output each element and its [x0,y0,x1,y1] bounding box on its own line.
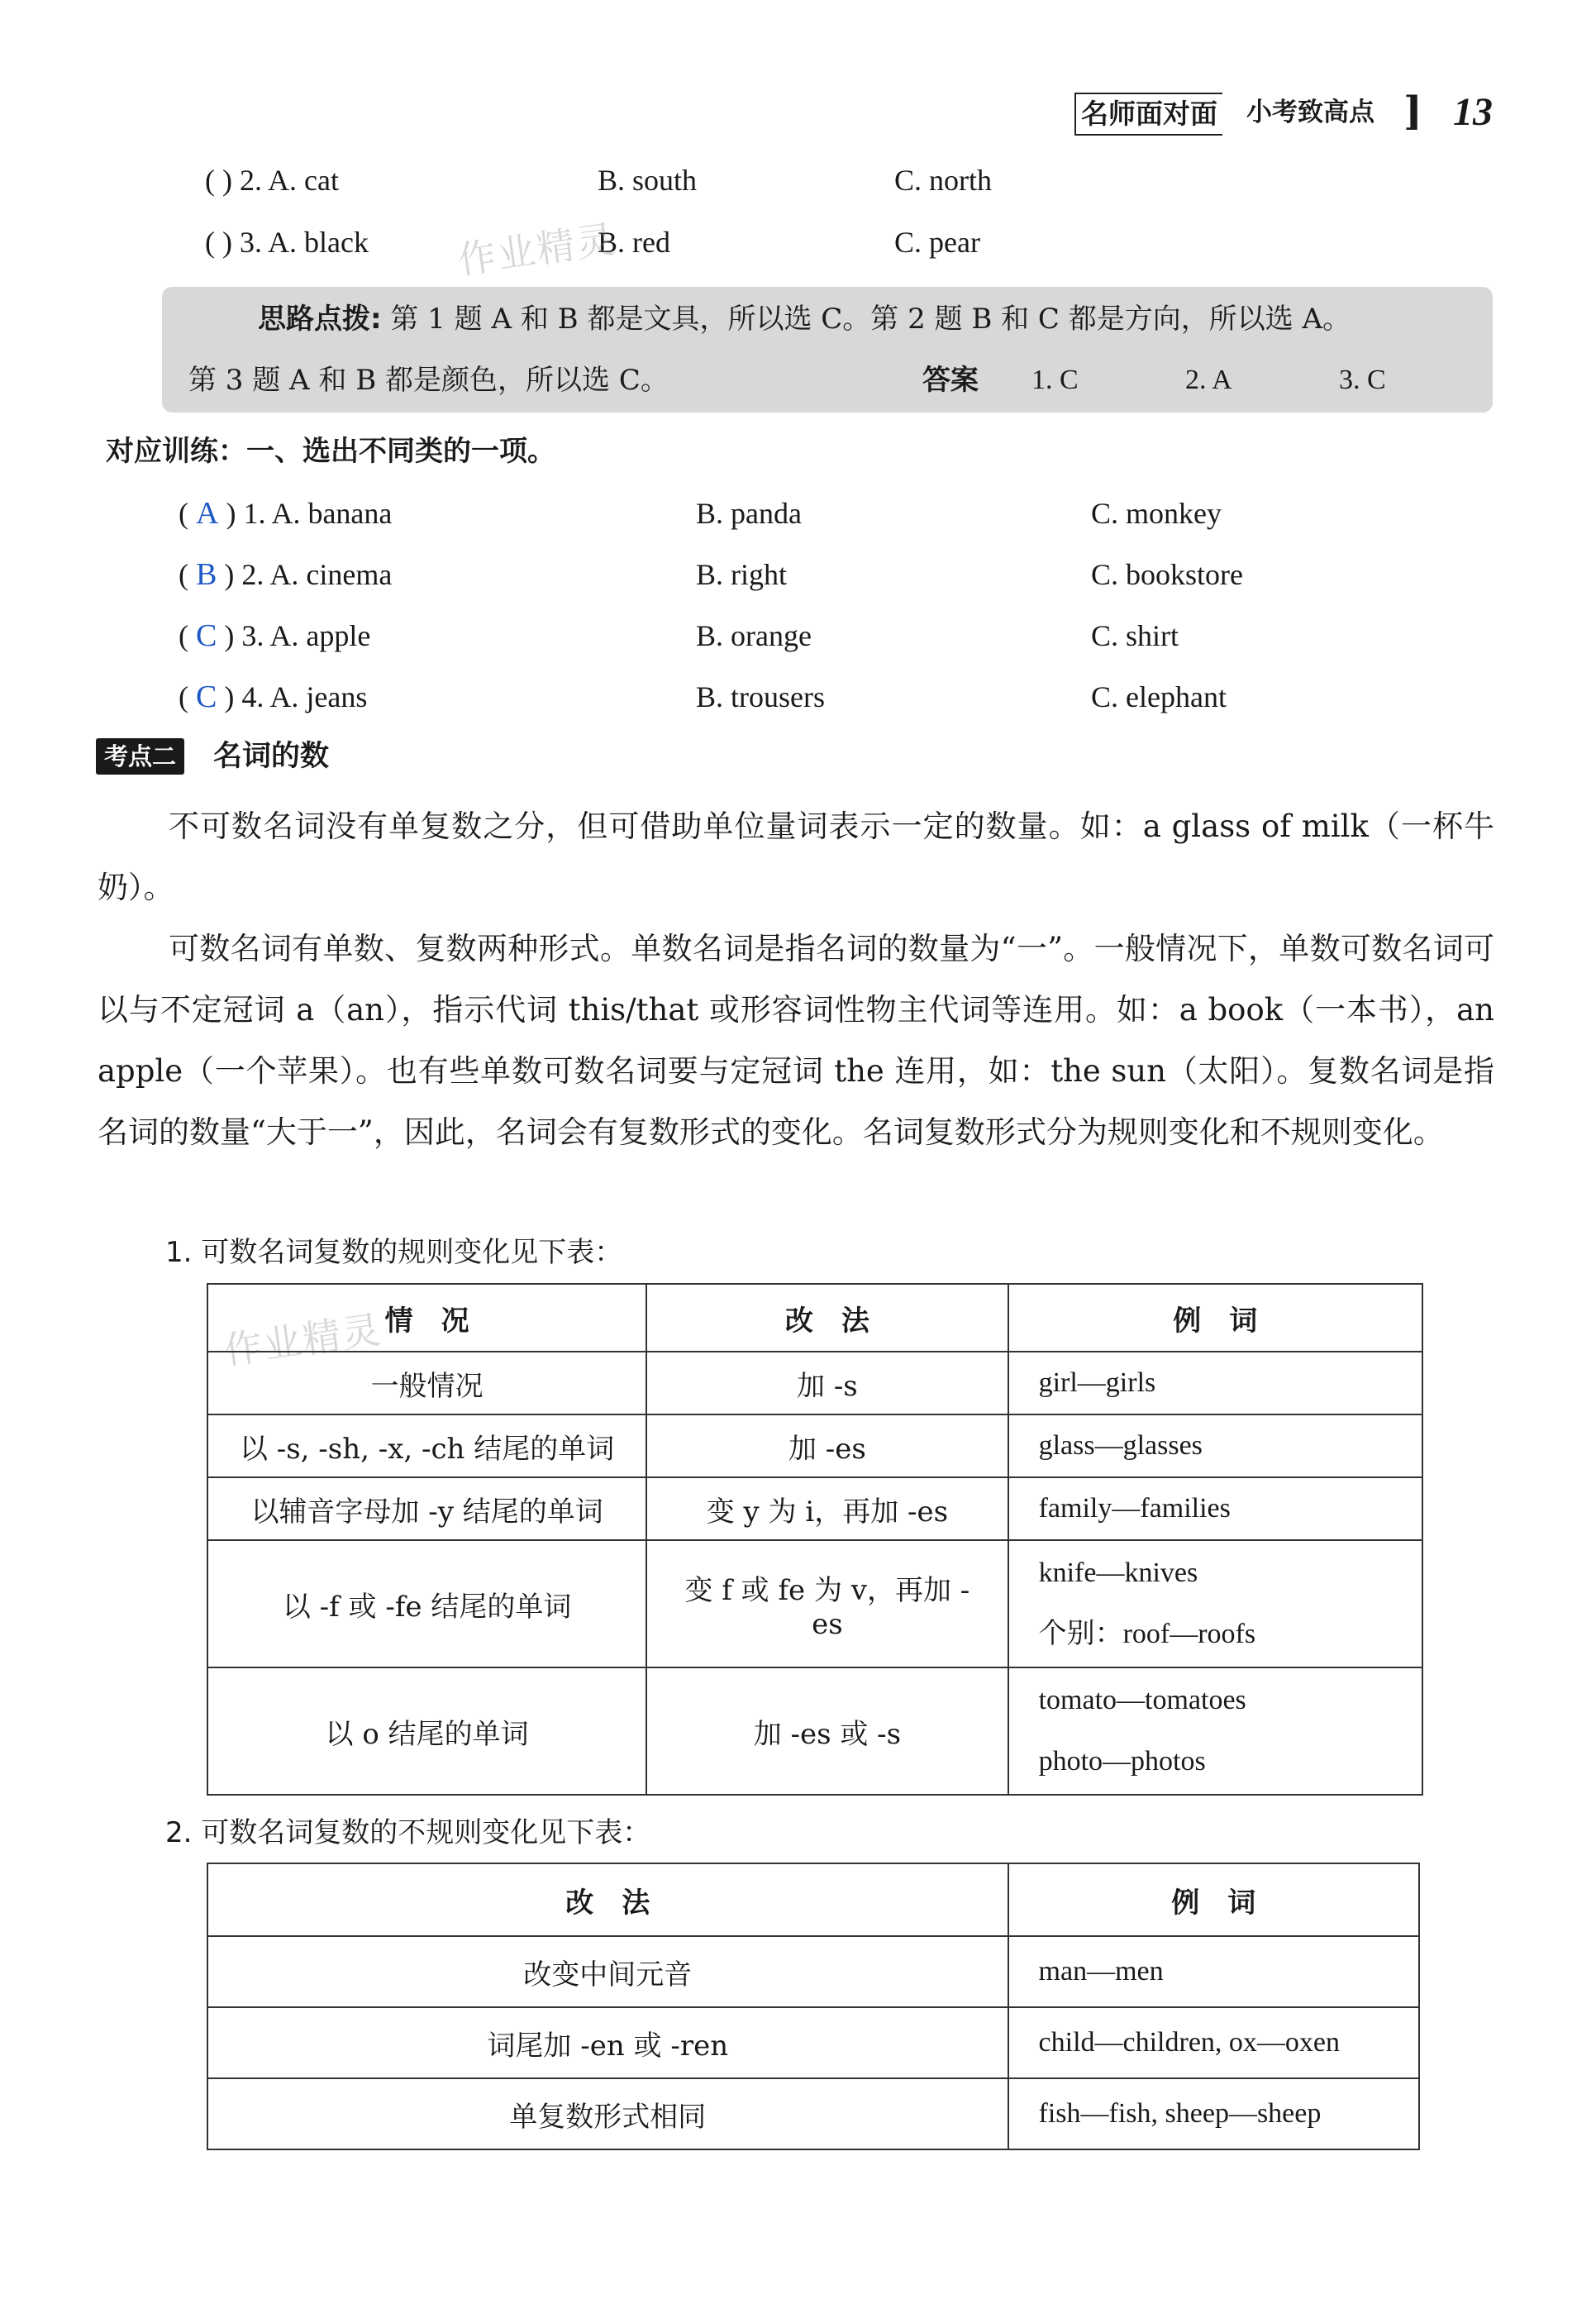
option-b: B. orange [696,619,812,652]
option-b: B. south [598,164,698,197]
case-cell: 一般情况 [207,1352,646,1414]
table-row [207,2007,1419,2078]
option-a: ) 3. A. apple [224,619,371,652]
watermark: 作业精灵 [455,216,619,284]
table-row [207,2078,1419,2149]
brand-logo: 名师面对面 [1074,93,1222,136]
table-row [207,1414,1422,1477]
example-cell: child—children, ox—oxen [1008,2007,1419,2078]
example-line: photo—photos [1038,1746,1206,1777]
option-c: C. shirt [1091,619,1179,652]
example-cell: fish—fish, sheep—sheep [1008,2078,1419,2149]
option-c: C. monkey [1091,497,1222,530]
header-rule: 改 法 [207,1863,1008,1936]
option-a: ) 2. A. cinema [224,558,393,591]
regular-plural-table [207,1283,1423,1796]
case-cell: 以 o 结尾的单词 [207,1667,646,1795]
case-cell: 以 -f 或 -fe 结尾的单词 [207,1540,646,1667]
rule-cell: 加 -s [646,1352,1008,1414]
table1-title: 1. 可数名词复数的规则变化见下表： [165,1236,623,1269]
table-row [207,1667,1422,1795]
case-cell: 以 -s, -sh, -x, -ch 结尾的单词 [207,1414,646,1477]
answer-2: 2. A [1185,365,1232,395]
header-example: 例 词 [1008,1863,1419,1936]
rule-cell: 变 f 或 fe 为 v，再加 -es [646,1540,1008,1667]
answer-letter: C [196,618,217,653]
answer-label: 答案 [922,364,979,397]
rule-cell: 单复数形式相同 [207,2078,1008,2149]
option-a: ) 4. A. jeans [224,680,368,713]
option-c: C. elephant [1091,680,1227,713]
table-row [207,1540,1422,1667]
section-title: 名词的数 [213,740,330,773]
rule-cell: 改变中间元音 [207,1936,1008,2007]
table-row [207,1936,1419,2007]
example-line: tomato—tomatoes [1038,1685,1246,1715]
brand-subtitle: 小考致高点 [1246,98,1374,127]
header-case: 情 况 [207,1284,646,1352]
page-header [1074,89,1537,139]
practice-item-3: ( C ) 3. A. apple [179,618,371,653]
option-a: 3. A. black [239,226,369,259]
option-a: ) 1. A. banana [226,497,393,530]
header-example: 例 词 [1008,1284,1422,1352]
hint-text: 第 1 题 A 和 B 都是文具，所以选 C。第 2 题 B 和 C 都是方向，所以选 A。 [390,303,1351,336]
table-header-row [207,1284,1422,1352]
table-row [207,1477,1422,1540]
answer-paren: ( ) [205,164,232,197]
irregular-plural-table [207,1863,1420,2150]
answer-3: 3. C [1339,365,1386,395]
paragraph-uncountable: 不可数名词没有单复数之分，但可借助单位量词表示一定的数量。如：a glass of milk（一杯牛奶）。 [98,809,1494,905]
rule-cell: 加 -es [646,1414,1008,1477]
header-rule: 改 法 [646,1284,1008,1352]
hint-line-1 [258,298,1351,340]
practice-item-2: ( B ) 2. A. cinema [179,557,393,592]
option-b: B. panda [696,497,802,530]
section-tag: 考点二 [96,738,184,775]
answer-1: 1. C [1031,365,1079,395]
header-bracket: ] [1403,88,1422,135]
practice-item-4: ( C ) 4. A. jeans [179,680,368,714]
hint-line-2: 第 3 题 A 和 B 都是颜色，所以选 C。 [188,364,669,397]
example-line: knife—knives [1038,1557,1198,1588]
answer-letter: B [196,557,217,592]
watermark: 作业精灵 [221,1306,385,1374]
option-c: C. pear [894,226,980,259]
answer-letter: A [196,496,219,531]
practice-title: 对应训练：一、选出不同类的一项。 [106,435,555,468]
answer-paren: ( ) [205,226,232,259]
example-line: 个别：roof—roofs [1038,1619,1256,1649]
example-question-2 [205,160,339,201]
example-question-3 [205,222,369,263]
option-c: C. north [894,164,993,197]
rule-cell: 加 -es 或 -s [646,1667,1008,1795]
practice-item-1: ( A ) 1. A. banana [179,496,393,531]
rule-cell: 变 y 为 i，再加 -es [646,1477,1008,1540]
example-cell [1008,1540,1422,1667]
table-row [207,1352,1422,1414]
example-cell: glass—glasses [1008,1414,1422,1477]
example-cell [1008,1667,1422,1795]
table-header-row [207,1863,1419,1936]
option-c: C. bookstore [1091,558,1243,591]
hint-label: 思路点拨: [258,303,382,336]
option-a: 2. A. cat [239,164,339,197]
example-cell: family—families [1008,1477,1422,1540]
option-b: B. red [598,226,670,259]
page-number: 13 [1453,90,1493,134]
example-cell: girl—girls [1008,1352,1422,1414]
option-b: B. trousers [696,680,825,713]
table2-title: 2. 可数名词复数的不规则变化见下表： [165,1816,651,1849]
rule-cell: 词尾加 -en 或 -ren [207,2007,1008,2078]
option-b: B. right [696,558,788,591]
case-cell: 以辅音字母加 -y 结尾的单词 [207,1477,646,1540]
paragraph-countable: 可数名词有单数、复数两种形式。单数名词是指名词的数量为“一”。一般情况下，单数可数名词可以与不定冠词 a（an），指示代词 this/that 或形容词性物主代词等连用。如：a book（一本书），an apple（一个苹果）。也有些单数可数名词要与定冠词 the 连用，如：the sun（太阳）。复数名词是指名词的数量“大于一”，因此，名词会有复数形式的变化。名词复数形式分为规则变化和不规则变化。 [98,931,1494,1150]
example-cell: man—men [1008,1936,1419,2007]
answer-letter: C [196,680,217,714]
